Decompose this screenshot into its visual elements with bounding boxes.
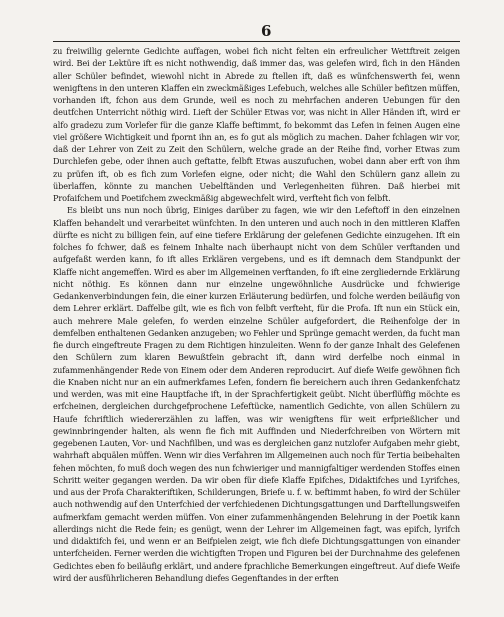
page-number: 6	[261, 22, 272, 40]
header-rule	[53, 41, 460, 42]
body-text	[53, 45, 460, 584]
paragraph: zu freiwillig gelernte Gedichte auffagen, wobei fich nicht felten ein erfreulicher Wettftreit zeigen wird. Bei der Lektüre ift es nicht nothwendig, daß immer das, was gelefen wird, fich in den Händen aller Schüler befindet, wiewohl nicht in Abrede zu ftellen ift, daß es wünfchenswerth fei, wenn wenigftens in den unteren Klaffen ein zweckmäßiges Lefebuch, welches alle Schüler befitzen müffen, vorhanden ift, fchon aus dem Grunde, weil es noch zu mehrfachen anderen Uebungen für den deutfchen Unterricht nöthig wird. Lieft der Schüler Etwas vor, was nicht in Aller Händen ift, wird er alfo gradezu zum Vorlefer für die ganze Klaffe beftimmt, fo bekommt das Lefen in feinen Augen eine viel größere Wichtigkeit und fpornt ihn an, es fo gut als möglich zu machen. Daher fchlagen wir vor, daß der Lehrer von Zeit zu Zeit den Schülern, welche grade an der Reihe find, vorher Etwas zum Durchlefen gebe, oder ihnen auch geftatte, felbft Etwas auszufuchen, wobei dann aber erft von ihm zu prüfen ift, ob es fich zum Vorlefen eigne, oder nicht; die Wahl den Schülern ganz allein zu überlaffen, könnte zu manchen Uebelftänden und Verlegenheiten führen. Daß hierbei mit Profaifchem und Poetifchem zweckmäßig abgewechfelt wird, verfteht fich von felbft.	[53, 46, 460, 203]
paragraph: Es bleibt uns nun noch übrig, Einiges darüber zu fagen, wie wir den Lefeftoff in den einzelnen Klaffen behandelt und verarbeitet wünfchten. In den unteren und auch noch in den mittleren Klaffen dürfte es nicht zu billigen fein, auf eine tiefere Erklärung der gelefenen Gedichte einzugehen. Ift ein folches fo fchwer, daß es feinem Inhalte nach überhaupt nicht von dem Schüler verftanden und aufgefaßt werden kann, fo ift alles Erklären vergebens, und es ift demnach dem Standpunkt der Klaffe nicht angemeffen. Wird es aber im Allgemeinen verftanden, fo ift eine zergliedernde Erklärung nicht nöthig. Es können dann nur einzelne ungewöhnliche Ausdrücke und fchwierige Gedankenverbindungen fein, die einer kurzen Erläuterung bedürfen, und folche werden beiläufig von dem Lehrer erklärt. Daffelbe gilt, wie es fich von felbft verfteht, für die Profa. Ift nun ein Stück ein, auch mehrere Male gelefen, fo werden einzelne Schüler aufgefordert, die Reihenfolge der in demfelben enthaltenen Gedanken anzugeben; wo Fehler und Sprünge gemacht werden, da fucht man fie durch eingeftreute Fragen zu dem Richtigen hinzuleiten. Wenn fo der ganze Inhalt des Gelefenen den Schülern zum klaren Bewußtfein gebracht ift, dann wird derfelbe noch einmal in zufammenhängender Rede von Einem oder dem Anderen reproducirt. Auf diefe Weife gewöhnen fich die Knaben nicht nur an ein aufmerkfames Lefen, fondern fie bereichern auch ihren Gedankenfchatz und werden, was mit eine Hauptfache ift, in der Sprachfertigkeit geübt. Nicht überflüffig möchte es erfcheinen, dergleichen durchgefprochene Lefeftücke, namentlich Gedichte, von allen Schülern zu Haufe fchriftlich wiedererzählen zu laffen, was wir wenigftens für weit erfprießlicher und gewinnbringender halten, als wenn fie fich mit Auffinden und Niederfchreiben von Wörtern mit gegebenen Lauten, Vor- und Nachfilben, und was es dergleichen ganz nutzlofer Aufgaben mehr giebt, wahrhaft abquälen müffen. Wenn wir dies Verfahren im Allgemeinen auch noch für Tertia beibehalten fehen möchten, fo muß doch wegen des nun fchwieriger und mannigfaltiger werdenden Stoffes einen Schritt weiter gegangen werden. Da wir oben für diefe Klaffe Epifches, Didaktifches und Lyrifches, und aus der Profa Charakteriftiken, Schilderungen, Briefe u. f. w. beftimmt haben, fo wird der Schüler auch nothwendig auf den Unterfchied der verfchiedenen Dichtungsgattungen und Darftellungsweifen aufmerkfam gemacht werden müffen. Von einer zufammenhängenden Belehrung in der Poetik kann allerdings nicht die Rede fein; es genügt, wenn der Lehrer im Allgemeinen fagt, was epifch, lyrifch und didaktifch fei, und wenn er an Beifpielen zeigt, wie fich diefe Dichtungsgattungen von einander unterfcheiden. Ferner werden die wichtigften Tropen und Figuren bei der Durchnahme des gelefenen Gedichtes eben fo beiläufig erklärt, und andere fprachliche Bemerkungen eingeftreut. Auf diefe Weife wird der ausführlicheren Behandlung diefes Gegenftandes in der erften	[53, 205, 460, 583]
